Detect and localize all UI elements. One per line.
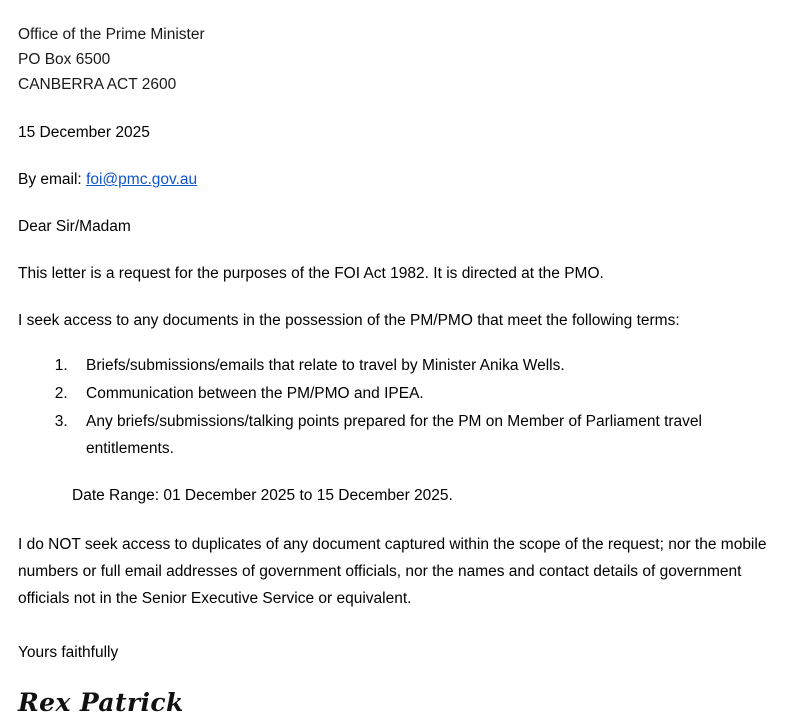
- request-items-list: [18, 352, 772, 462]
- salutation: Dear Sir/Madam: [18, 218, 131, 235]
- exclusion-paragraph: I do NOT seek access to duplicates of any document captured within the scope of the request; nor the mobile numbers or full email addresses of government officials, nor the names and contact details of government officials not in the Senior Executive Service or equivalent.: [18, 536, 767, 607]
- email-link[interactable]: foi@pmc.gov.au: [86, 171, 198, 188]
- sender-address: [18, 22, 772, 97]
- list-item: 2. Communication between the PM/PMO and IPEA.: [72, 380, 772, 407]
- list-item: 1. Briefs/submissions/emails that relate to travel by Minister Anika Wells.: [72, 352, 772, 379]
- address-line-3: CANBERRA ACT 2600: [18, 76, 177, 93]
- address-line-2: PO Box 6500: [18, 51, 111, 68]
- closing-line: Yours faithfully: [18, 644, 119, 661]
- delivery-prefix-label: By email:: [18, 171, 87, 188]
- request-lead-paragraph: I seek access to any documents in the possession of the PM/PMO that meet the following terms:: [18, 312, 680, 329]
- list-item: 3. Any briefs/submissions/talking points prepared for the PM on Member of Parliament travel entitlements.: [72, 408, 772, 462]
- address-line-1: Office of the Prime Minister: [18, 26, 205, 43]
- letter-date: 15 December 2025: [18, 124, 150, 141]
- spacer-after-address: [18, 97, 772, 119]
- date-range-note: Date Range: 01 December 2025 to 15 December 2025.: [72, 487, 453, 504]
- intro-paragraph: This letter is a request for the purposes of the FOI Act 1982. It is directed at the PMO.: [18, 265, 604, 282]
- signature: Rex Patrick: [18, 688, 184, 717]
- delivery-method: [18, 166, 772, 193]
